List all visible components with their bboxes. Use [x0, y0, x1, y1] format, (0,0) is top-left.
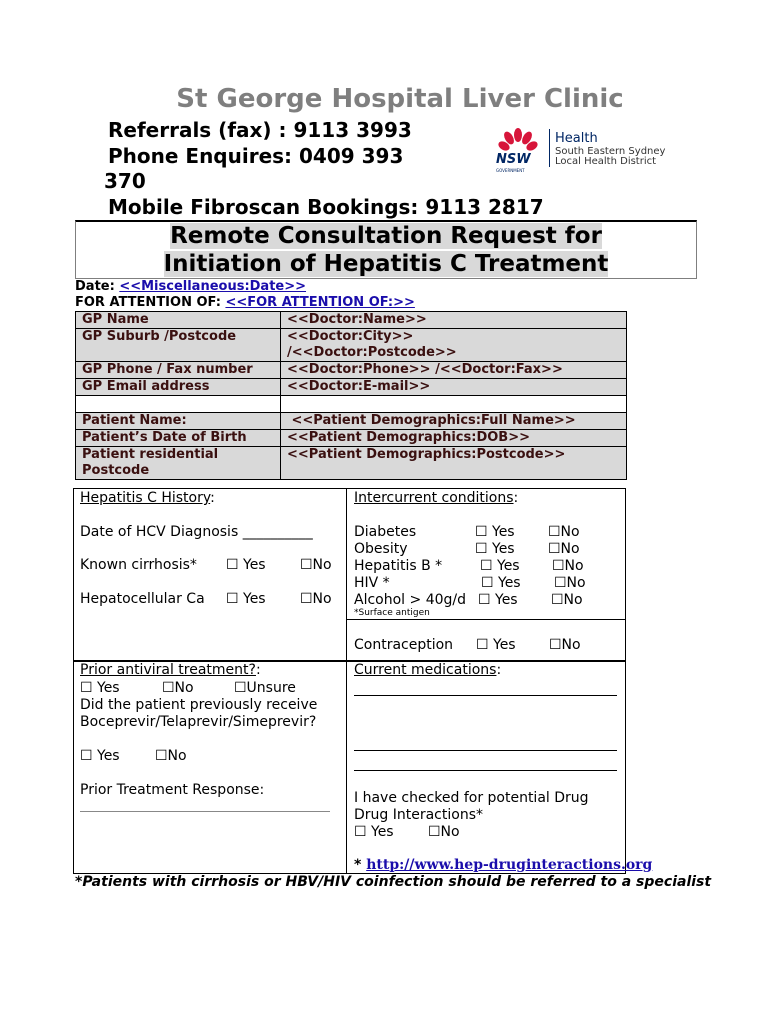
table-row	[76, 362, 627, 379]
gp-email-value[interactable]: <<Doctor:E-mail>>	[281, 379, 627, 396]
prior-yes-checkbox[interactable]: ☐ Yes	[80, 680, 120, 696]
hep-c-colon: :	[210, 490, 215, 506]
date-merge-field[interactable]: <<Miscellaneous:Date>>	[119, 279, 307, 294]
ddi-no-checkbox[interactable]: ☐No	[428, 824, 460, 840]
table-row-spacer	[76, 396, 627, 413]
patient-postcode-label2: Postcode	[82, 463, 150, 478]
diabetes-no-checkbox[interactable]: ☐No	[548, 524, 580, 540]
patient-dob-label: Patient’s Date of Birth	[76, 430, 281, 447]
hcc-no-checkbox[interactable]: ☐No	[300, 591, 332, 607]
hcc-label: Hepatocellular Ca	[80, 591, 205, 607]
attention-merge-field[interactable]: <<FOR ATTENTION OF:>>	[225, 295, 415, 310]
hcc-yes-checkbox[interactable]: ☐ Yes	[226, 591, 266, 607]
hep-c-history-box	[73, 488, 347, 662]
form-title-line1: Remote Consultation Request for	[170, 223, 602, 249]
alcohol-no-checkbox[interactable]: ☐No	[551, 592, 583, 608]
ddi-link-row	[354, 857, 652, 874]
medications-box	[346, 660, 626, 874]
prior-treatment-colon: :	[255, 662, 261, 678]
form-title-box	[75, 220, 697, 279]
patient-dob-value[interactable]: <<Patient Demographics:DOB>>	[281, 430, 627, 447]
contraception-label: Contraception	[354, 637, 454, 653]
gp-name-label: GP Name	[76, 312, 281, 329]
medications-line[interactable]	[354, 770, 617, 771]
medications-colon: :	[496, 662, 502, 678]
gp-patient-table	[75, 311, 627, 480]
surface-antigen-note: *Surface antigen	[354, 608, 430, 618]
logo-district-line2: Local Health District	[555, 156, 657, 167]
prior-response-line[interactable]	[80, 811, 330, 812]
hepatitis-b-no-checkbox[interactable]: ☐No	[552, 558, 584, 574]
prior-treatment-heading: Prior antiviral treatment?	[80, 662, 256, 678]
gp-name-value[interactable]: <<Doctor:Name>>	[281, 312, 627, 329]
medications-line[interactable]	[354, 750, 617, 751]
contraception-yes-checkbox[interactable]: ☐ Yes	[476, 637, 516, 653]
gp-suburb-label: GP Suburb /Postcode	[76, 329, 281, 362]
diabetes-yes-checkbox[interactable]: ☐ Yes	[475, 524, 515, 540]
gp-phone-value[interactable]: <<Doctor:Phone>> /<<Doctor:Fax>>	[281, 362, 627, 379]
hepatitis-b-label: Hepatitis B *	[354, 558, 443, 574]
attention-label: FOR ATTENTION OF:	[75, 295, 221, 310]
logo-divider	[549, 129, 550, 167]
gp-suburb-cell[interactable]	[281, 329, 627, 362]
pi-yes-checkbox[interactable]: ☐ Yes	[80, 748, 120, 764]
table-row	[76, 329, 627, 362]
logo-health: Health	[555, 131, 598, 146]
alcohol-yes-checkbox[interactable]: ☐ Yes	[478, 592, 518, 608]
date-label: Date:	[75, 279, 115, 294]
gp-postcode-value: /<<Doctor:Postcode>>	[287, 345, 457, 360]
patient-postcode-label-cell	[76, 447, 281, 480]
medications-line[interactable]	[354, 695, 617, 696]
patient-postcode-value[interactable]: <<Patient Demographics:Postcode>>	[281, 447, 627, 480]
hep-druginteractions-link[interactable]: http://www.hep-druginteractions.org	[366, 857, 653, 873]
nsw-health-logo	[494, 127, 694, 175]
cirrhosis-no-checkbox[interactable]: ☐No	[300, 557, 332, 573]
government-wordmark: GOVERNMENT	[496, 168, 525, 173]
medications-heading: Current medications	[354, 662, 497, 678]
pi-no-checkbox[interactable]: ☐No	[155, 748, 187, 764]
table-row	[76, 413, 627, 430]
intercurrent-heading: Intercurrent conditions	[354, 490, 514, 506]
prior-question-line1: Did the patient previously receive	[80, 697, 318, 713]
patient-postcode-label: Patient residential	[82, 447, 219, 462]
ddi-link-prefix: *	[354, 857, 367, 873]
form-title-line2: Initiation of Hepatitis C Treatment	[163, 251, 609, 277]
nsw-wordmark: NSW	[496, 152, 531, 167]
attention-row	[75, 295, 415, 310]
patient-name-value[interactable]: <<Patient Demographics:Full Name>>	[281, 413, 627, 430]
hepatitis-b-yes-checkbox[interactable]: ☐ Yes	[480, 558, 520, 574]
hiv-label: HIV *	[354, 575, 390, 591]
phone-enquiries-cont: 370	[104, 169, 146, 193]
gp-city-value: <<Doctor:City>>	[287, 329, 414, 344]
cirrhosis-label: Known cirrhosis*	[80, 557, 197, 573]
referrals-fax: Referrals (fax) : 9113 3993	[108, 118, 412, 142]
ddi-line1: I have checked for potential Drug	[354, 790, 589, 806]
obesity-no-checkbox[interactable]: ☐No	[548, 541, 580, 557]
diabetes-label: Diabetes	[354, 524, 417, 540]
hep-c-heading-row	[80, 490, 215, 507]
ddi-yes-checkbox[interactable]: ☐ Yes	[354, 824, 394, 840]
spacer-cell	[281, 396, 627, 413]
prior-question-line2: Boceprevir/Telaprevir/Simeprevir?	[80, 714, 317, 730]
table-row	[76, 379, 627, 396]
clinic-title: St George Hospital Liver Clinic	[176, 84, 624, 114]
table-row	[76, 430, 627, 447]
table-row	[76, 447, 627, 480]
alcohol-label: Alcohol > 40g/d	[354, 592, 466, 608]
contraception-no-checkbox[interactable]: ☐No	[549, 637, 581, 653]
gp-phone-label: GP Phone / Fax number	[76, 362, 281, 379]
phone-enquiries: Phone Enquires: 0409 393	[108, 144, 404, 168]
prior-unsure-checkbox[interactable]: ☐Unsure	[234, 680, 296, 696]
ddi-line2: Drug Interactions*	[354, 807, 483, 823]
obesity-label: Obesity	[354, 541, 408, 557]
prior-response-label: Prior Treatment Response:	[80, 782, 265, 798]
spacer-cell	[76, 396, 281, 413]
obesity-yes-checkbox[interactable]: ☐ Yes	[475, 541, 515, 557]
medications-heading-row	[354, 662, 501, 679]
hcv-diagnosis-blank[interactable]: __________	[242, 524, 313, 540]
intercurrent-heading-row	[354, 490, 518, 507]
referral-footnote: *Patients with cirrhosis or HBV/HIV coinfection should be referred to a specialist	[75, 874, 712, 890]
logo-district-line1: South Eastern Sydney	[555, 146, 666, 157]
intercurrent-colon: :	[513, 490, 519, 506]
hiv-yes-checkbox[interactable]: ☐ Yes	[481, 575, 521, 591]
patient-name-label: Patient Name:	[76, 413, 281, 430]
table-row	[76, 312, 627, 329]
hcv-diagnosis-row	[80, 524, 313, 541]
prior-no-checkbox[interactable]: ☐No	[162, 680, 194, 696]
cirrhosis-yes-checkbox[interactable]: ☐ Yes	[226, 557, 266, 573]
gp-email-label: GP Email address	[76, 379, 281, 396]
prior-treatment-heading-row	[80, 662, 261, 679]
fibroscan-bookings: Mobile Fibroscan Bookings: 9113 2817	[108, 195, 544, 219]
hiv-no-checkbox[interactable]: ☐No	[554, 575, 586, 591]
hcv-diagnosis-label: Date of HCV Diagnosis	[80, 524, 239, 540]
date-row	[75, 279, 306, 294]
hep-c-heading: Hepatitis C History	[80, 490, 211, 506]
